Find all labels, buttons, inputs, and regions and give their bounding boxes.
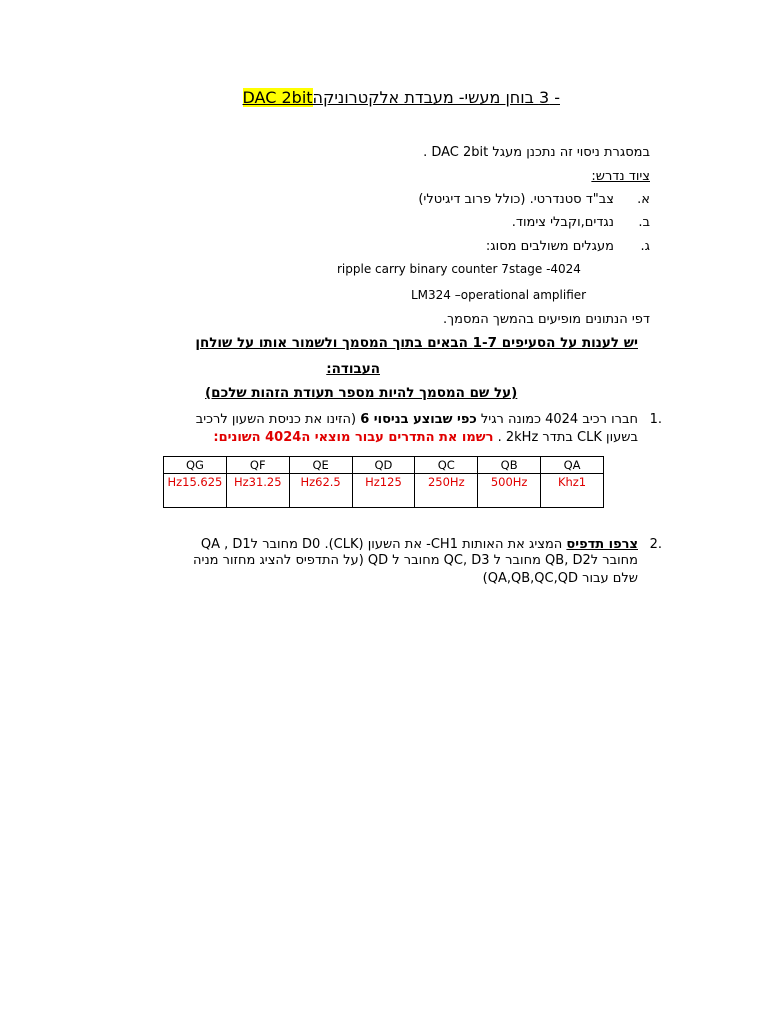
header-qc: QC bbox=[415, 457, 478, 474]
header-qf: QF bbox=[226, 457, 289, 474]
question-2-line-2: מחובר לQB, D2 מחובר ל QC, D3 מחובר ל QD (על התדפיס להציג מחזור מניה bbox=[193, 553, 638, 568]
list-marker: א. bbox=[637, 192, 650, 207]
datasheets-note: דפי הנתונים מופיעים בהמשך המסמך. bbox=[443, 312, 650, 327]
title-text: - 3 בוחן מעשי- מעבדת אלקטרוניקה bbox=[312, 88, 560, 107]
chip-4024: ripple carry binary counter 7stage -4024 bbox=[337, 262, 581, 276]
header-qa: QA bbox=[541, 457, 604, 474]
header-qd: QD bbox=[352, 457, 415, 474]
frequency-table bbox=[163, 456, 604, 508]
header-qe: QE bbox=[289, 457, 352, 474]
list-marker: ב. bbox=[638, 215, 650, 230]
value-qa[interactable]: Khz1 bbox=[541, 474, 604, 508]
intro-text: במסגרת ניסוי זה נתכנן מעגל DAC 2bit . bbox=[423, 145, 650, 160]
value-qg[interactable]: Hz15.625 bbox=[164, 474, 227, 508]
instructions-line-3: (על שם המסמך להיות מספר תעודת הזהות שלכם) bbox=[205, 385, 518, 401]
value-qe[interactable]: Hz62.5 bbox=[289, 474, 352, 508]
equipment-item-c bbox=[486, 238, 650, 255]
list-item-text: צב"ד סטנדרטי. (כולל פרוב דיגיטלי) bbox=[418, 192, 614, 207]
q1-text-bold: כפי שבוצע בניסוי 6 bbox=[360, 412, 477, 427]
instructions-line-2: העבודה: bbox=[326, 361, 380, 377]
q1-text-post: (הזינו את כניסת השעון לרכיב bbox=[195, 412, 361, 427]
equipment-item-a bbox=[418, 191, 650, 208]
value-qc[interactable]: 250Hz bbox=[415, 474, 478, 508]
question-number: 2. bbox=[649, 537, 662, 552]
question-1-line-1 bbox=[108, 411, 662, 428]
list-item-text: נגדים,וקבלי צימוד. bbox=[511, 215, 614, 230]
question-number: 1. bbox=[649, 412, 662, 427]
q1-line2-pre: בשעון CLK בתדר 2kHz . bbox=[493, 430, 638, 445]
q1-text-pre: חברו רכיב 4024 כמונה רגיל bbox=[476, 412, 638, 427]
value-qf[interactable]: Hz31.25 bbox=[226, 474, 289, 508]
question-2-line-1 bbox=[108, 536, 662, 553]
instructions-line-1: יש לענות על הסעיפים 1-7 הבאים בתוך המסמך ולשמור אותו על שולחן bbox=[195, 335, 638, 351]
page-title bbox=[243, 88, 560, 108]
title-highlight: DAC 2bit bbox=[242, 88, 313, 107]
question-2-line-3: שלם עבור QA,QB,QC,QD) bbox=[482, 571, 638, 586]
question-1-line-2 bbox=[108, 429, 638, 446]
q2-line1-rest: המציג את האותות CH1- את השעון (CLK). D0 מחובר לQA , D1 bbox=[200, 537, 567, 552]
chip-lm324: LM324 –operational amplifier bbox=[411, 288, 587, 302]
header-qb: QB bbox=[478, 457, 541, 474]
q1-line2-red: רשמו את התדרים עבור מוצאי ה4024 השונים: bbox=[213, 430, 494, 445]
equipment-item-b bbox=[512, 214, 650, 231]
value-qb[interactable]: 500Hz bbox=[478, 474, 541, 508]
table-row bbox=[164, 474, 604, 508]
equipment-heading: ציוד נדרש: bbox=[591, 169, 650, 184]
value-qd[interactable]: Hz125 bbox=[352, 474, 415, 508]
header-qg: QG bbox=[164, 457, 227, 474]
table-header-row bbox=[164, 457, 604, 474]
q2-attach-label: צרפו תדפיס bbox=[566, 537, 638, 552]
list-marker: ג. bbox=[640, 239, 650, 254]
list-item-text: מעגלים משולבים מסוג: bbox=[485, 239, 614, 254]
